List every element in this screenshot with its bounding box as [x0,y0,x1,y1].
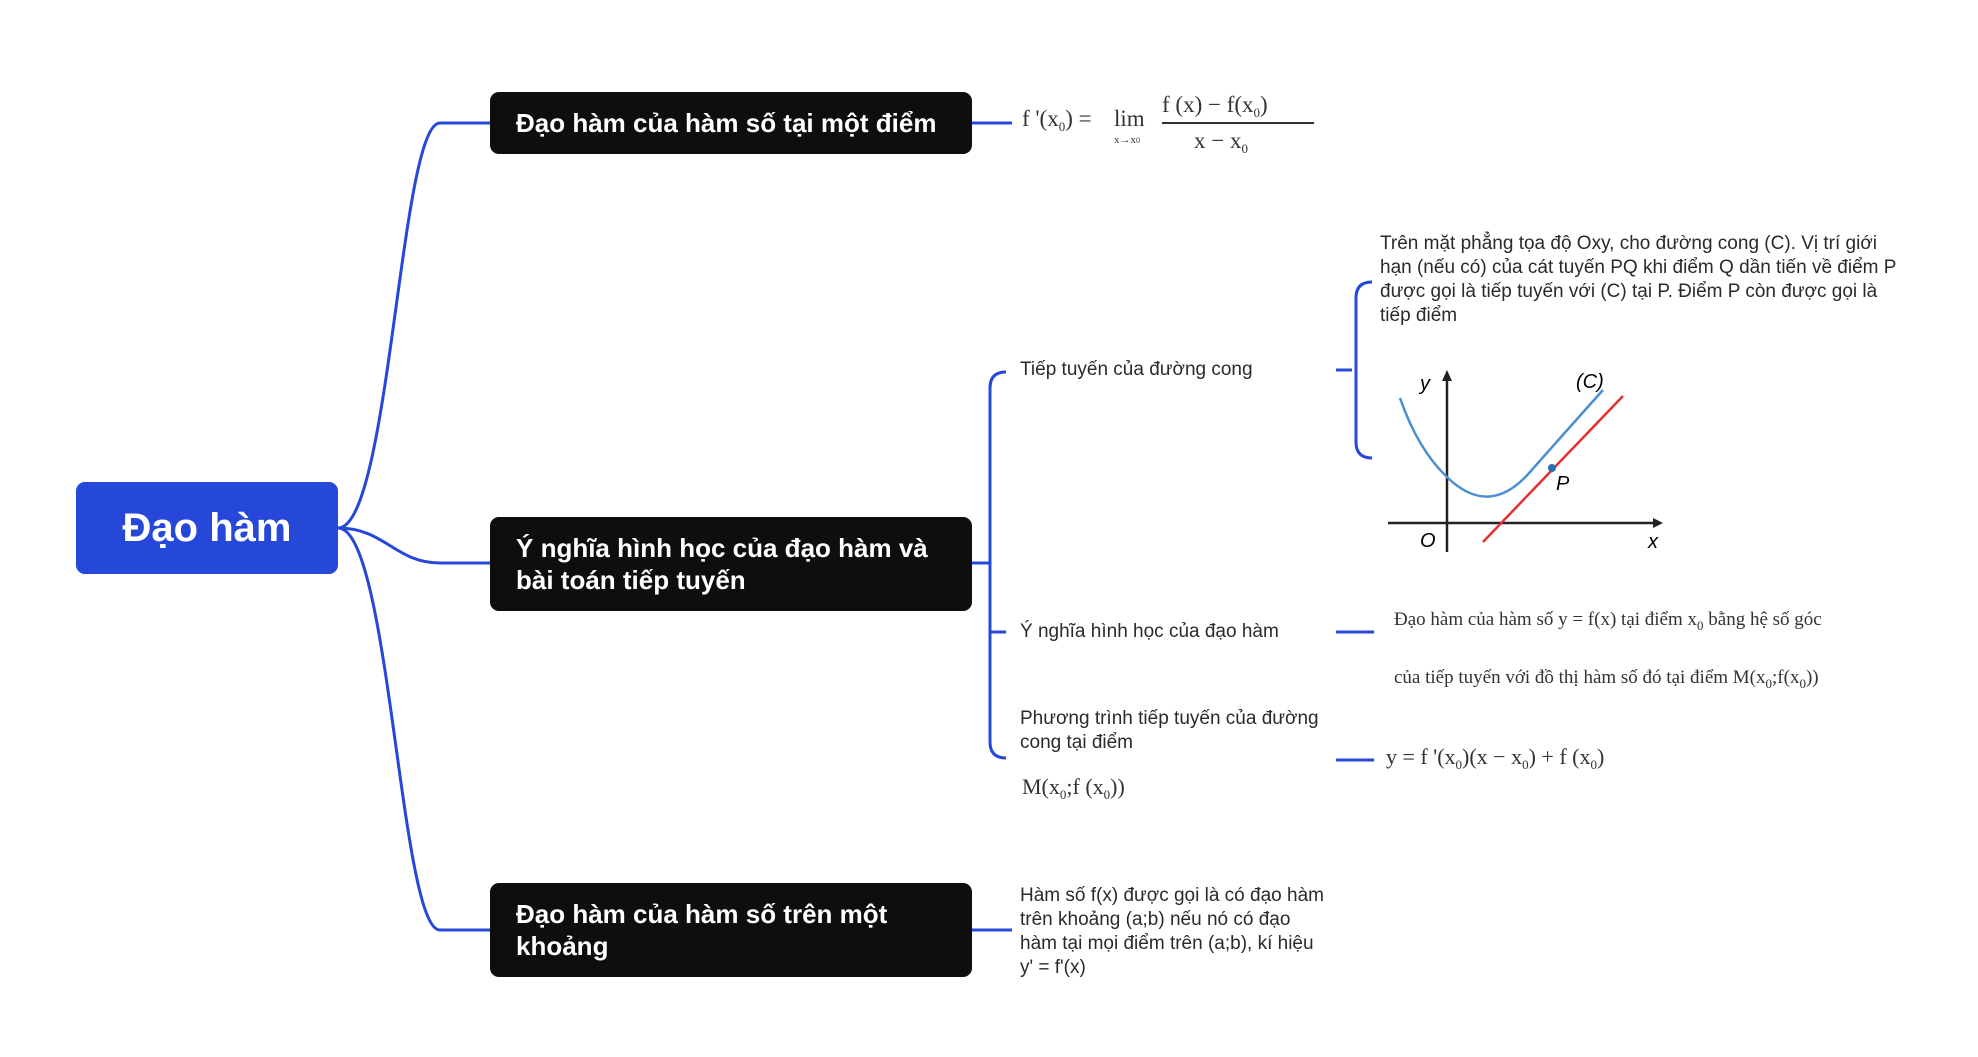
fraction-numerator: f $(x) - f(x_0)$ [1162,92,1268,120]
topic-label: Ý nghĩa hình học của đạo hàm và bài toán tiếp tuyến [516,533,928,595]
tangent-equation-formula: y = f '$(x_0)(x - x_0) + f$ $(x_0)$ [1386,744,1605,772]
curve-label: (C) [1576,371,1604,393]
topic2-bracket [972,372,1006,758]
subtopic-tangent-curve[interactable]: Tiếp tuyến của đường cong [1020,359,1253,380]
fraction-denominator: $x - x_0$ [1194,128,1248,156]
x-axis-arrow [1653,518,1663,528]
subtopic-tangent-equation[interactable]: Phương trình tiếp tuyến của đường cong tại điểm [1020,708,1319,753]
origin-label: O [1420,530,1436,552]
tangent-curve-to-def [1336,282,1372,458]
lim-symbol: lim [1114,106,1145,131]
topic-derivative-at-point[interactable] [490,92,972,154]
point-P-dot [1548,464,1556,472]
point-label: P [1556,473,1570,495]
interval-definition-text: Hàm số f(x) được gọi là có đạo hàm trên khoảng (a;b) nếu nó có đạo hàm tại mọi điểm trên (a;b), kí hiệu y' = f'(x) [1020,885,1324,978]
root-label: Đạo hàm [122,505,292,550]
branch-to-topic-1 [338,123,490,528]
topic-derivative-on-interval[interactable] [490,883,972,977]
curve-C [1400,390,1603,497]
topic-label: Đạo hàm của hàm số trên một khoảng [516,899,888,961]
y-axis-arrow [1442,370,1452,381]
topic-geometric-meaning[interactable] [490,517,972,611]
topic-label: Đạo hàm của hàm số tại một điểm [516,108,937,138]
point-M-notation: $M(x_0;f$ $(x_0)$) [1022,774,1125,802]
derivative-limit-formula: f '$(x_0)$ = lim x→x0 f $(x) - f(x_0)$ $x - x_0$ [1022,92,1322,162]
tangent-definition-text: Trên mặt phẳng tọa độ Oxy, cho đường cong (C). Vị trí giới hạn (nếu có) của cát tuyến PQ khi điểm Q dần tiến về điểm P được gọi là tiếp tuyến với (C) tại P. Điểm P còn được gọi là tiếp điểm [1380,233,1897,326]
x-label: x [1648,531,1658,553]
fraction-bar [1162,122,1314,124]
root-node[interactable] [76,482,338,574]
y-label: y [1420,373,1430,395]
subtopic-geometric-meaning[interactable]: Ý nghĩa hình học của đạo hàm [1020,621,1279,642]
tangent-graph [1380,360,1670,560]
geometric-meaning-statement: Đạo hàm của hàm số y = f(x) tại điểm $x_0$ bằng hệ số góc của tiếp tuyến với đồ thị hàm số đó tại điểm $M(x_0;f(x_0))$ [1394,609,1822,691]
branch-to-topic-3 [338,528,490,930]
